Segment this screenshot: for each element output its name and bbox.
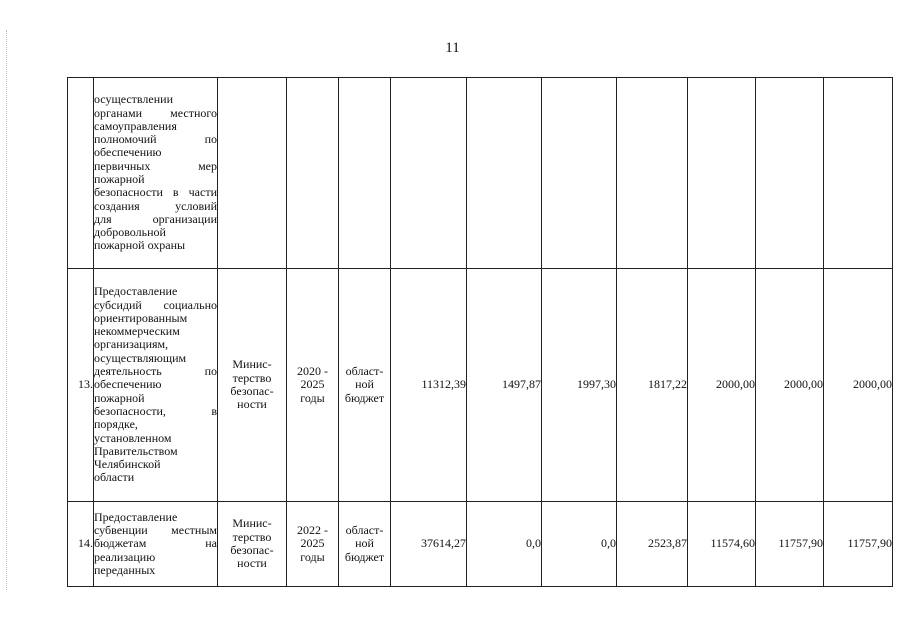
- text-line: безопас-: [230, 384, 274, 398]
- description-line: переданных: [94, 562, 156, 577]
- amount-cell: 37614,27: [391, 502, 467, 587]
- amount-cell: 2523,87: [617, 502, 688, 587]
- text-line: област-: [345, 364, 384, 379]
- description-line: самоуправления: [94, 118, 177, 133]
- amount-cell: 1997,30: [542, 269, 617, 502]
- description-line: пожарной охраны: [94, 238, 186, 253]
- page-number: 11: [445, 40, 460, 56]
- description-line: организациям,: [94, 337, 169, 352]
- text-line: 2025: [300, 536, 325, 551]
- description-line: Предоставление: [94, 284, 178, 299]
- description-line: Челябинской: [94, 457, 161, 472]
- row-number: [68, 78, 94, 269]
- description-line: некоммерческим: [94, 324, 180, 339]
- description-line: Правительством: [94, 443, 178, 458]
- text-line: област-: [345, 523, 384, 538]
- amount-cell: [467, 78, 542, 269]
- description-line: деятельность по: [94, 364, 217, 379]
- description-line: полномочий по: [94, 132, 217, 147]
- amount-cell: [756, 78, 824, 269]
- amount-cell: 0,0: [467, 502, 542, 587]
- table-row: [68, 269, 893, 502]
- description-line: пожарной: [94, 390, 145, 405]
- description-line: бюджетам на: [94, 536, 217, 551]
- table-row: [68, 78, 893, 269]
- measure-description: [94, 502, 218, 587]
- amount-cell: 2000,00: [688, 269, 756, 502]
- text-line: бюджет: [344, 549, 385, 564]
- amount-cell: 2000,00: [824, 269, 893, 502]
- text-line: терство: [232, 529, 272, 544]
- description-line: осуществляющим: [94, 350, 187, 365]
- description-line: ориентированным: [94, 310, 188, 325]
- amount-cell: 0,0: [542, 502, 617, 587]
- executor-cell: [218, 502, 287, 587]
- description-line: субсидий социально: [94, 297, 217, 312]
- text-line: 2020 -: [297, 364, 328, 379]
- measure-description: [94, 269, 218, 502]
- text-line: ной: [355, 377, 374, 392]
- description-line: реализацию: [94, 549, 156, 564]
- executor-cell: [218, 269, 287, 502]
- scan-margin-marks: [6, 30, 8, 590]
- measure-description: [94, 78, 218, 269]
- description-line: установленном: [94, 430, 172, 445]
- text-line: ности: [237, 397, 267, 412]
- description-line: органами местного: [94, 105, 217, 120]
- text-line: годы: [300, 390, 325, 405]
- table-row: [68, 502, 893, 587]
- text-line: Минис-: [232, 357, 272, 372]
- amount-cell: [617, 78, 688, 269]
- row-number: 13.: [68, 269, 94, 502]
- text-line: ности: [237, 556, 267, 571]
- text-line: 2022 -: [297, 523, 328, 538]
- amount-cell: 11757,90: [756, 502, 824, 587]
- text-line: годы: [300, 549, 325, 564]
- period-cell: [287, 269, 339, 502]
- description-line: осуществлении: [94, 92, 173, 107]
- funding-source-cell: [339, 78, 391, 269]
- executor-cell: [218, 78, 287, 269]
- amount-cell: [688, 78, 756, 269]
- description-line: обеспечению: [94, 377, 162, 392]
- amount-cell: 11574,60: [688, 502, 756, 587]
- funding-source-cell: [339, 269, 391, 502]
- description-line: области: [94, 470, 135, 485]
- period-cell: [287, 502, 339, 587]
- description-line: добровольной: [94, 225, 166, 240]
- description-line: первичных мер: [94, 158, 217, 173]
- amount-cell: [824, 78, 893, 269]
- description-line: Предоставление: [94, 509, 178, 524]
- description-line: пожарной: [94, 172, 145, 186]
- amount-cell: 11757,90: [824, 502, 893, 587]
- text-line: бюджет: [344, 390, 385, 405]
- program-measures-table: [67, 77, 893, 587]
- description-line: порядке,: [94, 417, 138, 432]
- funding-source-cell: [339, 502, 391, 587]
- description-line: обеспечению: [94, 145, 162, 160]
- description-line: безопасности в части: [94, 185, 217, 200]
- text-line: ной: [355, 536, 374, 551]
- amount-cell: 2000,00: [756, 269, 824, 502]
- amount-cell: 11312,39: [391, 269, 467, 502]
- amount-cell: 1817,22: [617, 269, 688, 502]
- row-number: 14.: [68, 502, 94, 587]
- amount-cell: 1497,87: [467, 269, 542, 502]
- description-line: для организации: [94, 211, 217, 226]
- description-line: субвенции местным: [94, 523, 217, 538]
- description-line: безопасности, в: [94, 403, 217, 418]
- text-line: безопас-: [230, 543, 274, 557]
- description-line: создания условий: [94, 198, 217, 213]
- amount-cell: [391, 78, 467, 269]
- text-line: Минис-: [232, 516, 272, 531]
- text-line: 2025: [300, 377, 325, 392]
- amount-cell: [542, 78, 617, 269]
- period-cell: [287, 78, 339, 269]
- text-line: терство: [232, 370, 272, 385]
